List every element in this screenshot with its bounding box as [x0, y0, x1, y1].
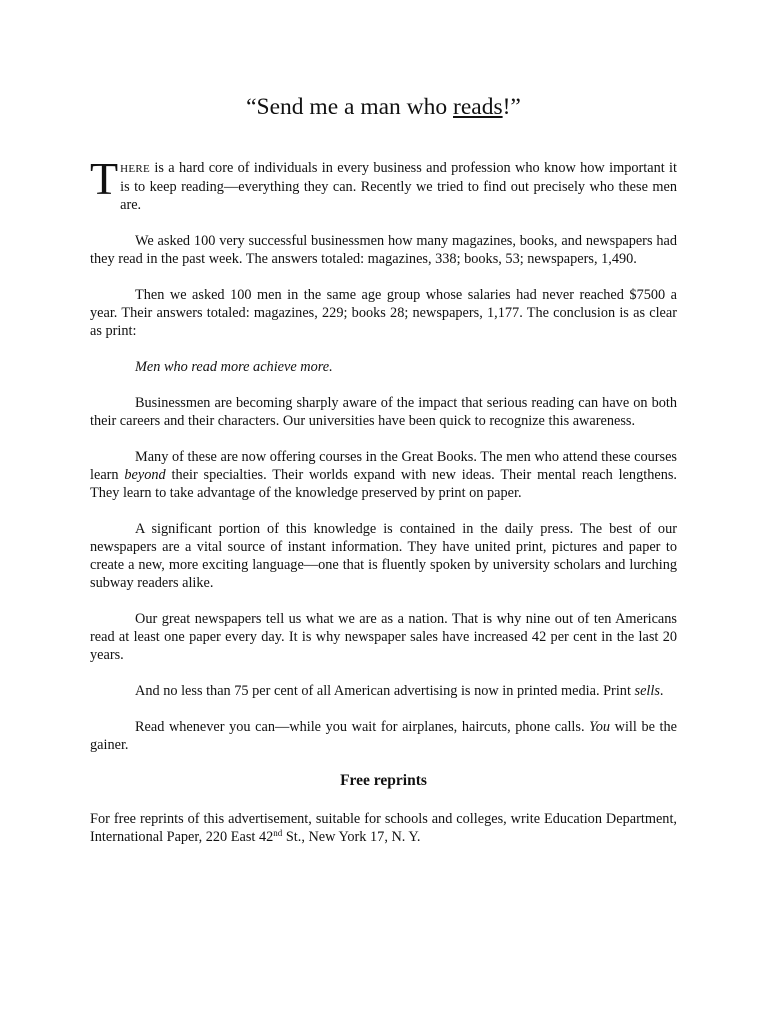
paragraph-10-text-b: will be the gainer.	[90, 719, 677, 753]
drop-cap: T	[90, 153, 119, 204]
article-body	[90, 153, 677, 864]
paragraph-11	[90, 810, 677, 846]
paragraph-4	[90, 358, 677, 376]
paragraph-10-text-a: Read whenever you can—while you wait for airplanes, haircuts, phone calls.	[135, 719, 590, 735]
paragraph-6-text-b: their specialties. Their worlds expand with new ideas. Their mental reach lengthens. They learn to take advantage of the knowledge preserved by print on paper.	[90, 467, 677, 501]
paragraph-2: We asked 100 very successful businessmen how many magazines, books, and newspapers had they read in the past week. The answers totaled: magazines, 338; books, 53; newspapers, 1,490.	[90, 233, 677, 267]
paragraph-7: A significant portion of this knowledge is contained in the daily press. The best of our newspapers are a vital source of instant information. They have united print, pictures and paper to create a new, more exciting language—one that is fluently spoken by university scholars and lurching subway readers alike.	[90, 521, 677, 591]
section-heading: Free reprints	[340, 772, 427, 789]
paragraph-3: Then we asked 100 men in the same age group whose salaries had never reached $7500 a year. Their answers totaled: magazines, 229; books 28; newspapers, 1,177. The conclusion is as clear as print:	[90, 287, 677, 339]
paragraph-1	[90, 153, 677, 214]
paragraph-6-emphasis: beyond	[124, 467, 166, 483]
title-underlined-word: reads	[453, 94, 503, 120]
paragraph-8: Our great newspapers tell us what we are as a nation. That is why nine out of ten Americans read at least one paper every day. It is why newspaper sales have increased 42 per cent in the last 20 years.	[90, 611, 677, 663]
title-start: “Send me a man who	[246, 94, 454, 120]
paragraph-6-text-a: Many of these are now offering courses in the Great Books. The men who attend these courses learn	[90, 449, 677, 483]
paragraph-11-text-a: For free reprints of this advertisement, suitable for schools and colleges, write Education Department, International Paper, 220 East 42	[90, 811, 677, 845]
paragraph-9	[90, 682, 677, 700]
paragraph-6	[90, 448, 677, 502]
paragraph-9-text-a: And no less than 75 per cent of all American advertising is now in printed media. Print	[135, 683, 635, 699]
title-end: !”	[502, 94, 521, 120]
ordinal-superscript: nd	[273, 828, 283, 838]
paragraph-1-text: is a hard core of individuals in every business and profession who know how important it is to keep reading—everything they can. Recently we tried to find out precisely who these men are.	[120, 160, 677, 213]
paragraph-10	[90, 718, 677, 754]
paragraph-10-emphasis: You	[589, 719, 611, 735]
paragraph-9-emphasis: sells	[634, 683, 660, 699]
paragraph-5: Businessmen are becoming sharply aware of the impact that serious reading can have on both their careers and their characters. Our universities have been quick to recognize this awareness.	[90, 395, 677, 429]
small-caps-lead: HERE	[120, 163, 151, 175]
page-title	[90, 92, 677, 122]
conclusion-text: Men who read more achieve more.	[135, 359, 333, 375]
paragraph-11-text-b: St., New York 17, N. Y.	[282, 829, 421, 845]
paragraph-9-text-b: .	[659, 683, 664, 699]
